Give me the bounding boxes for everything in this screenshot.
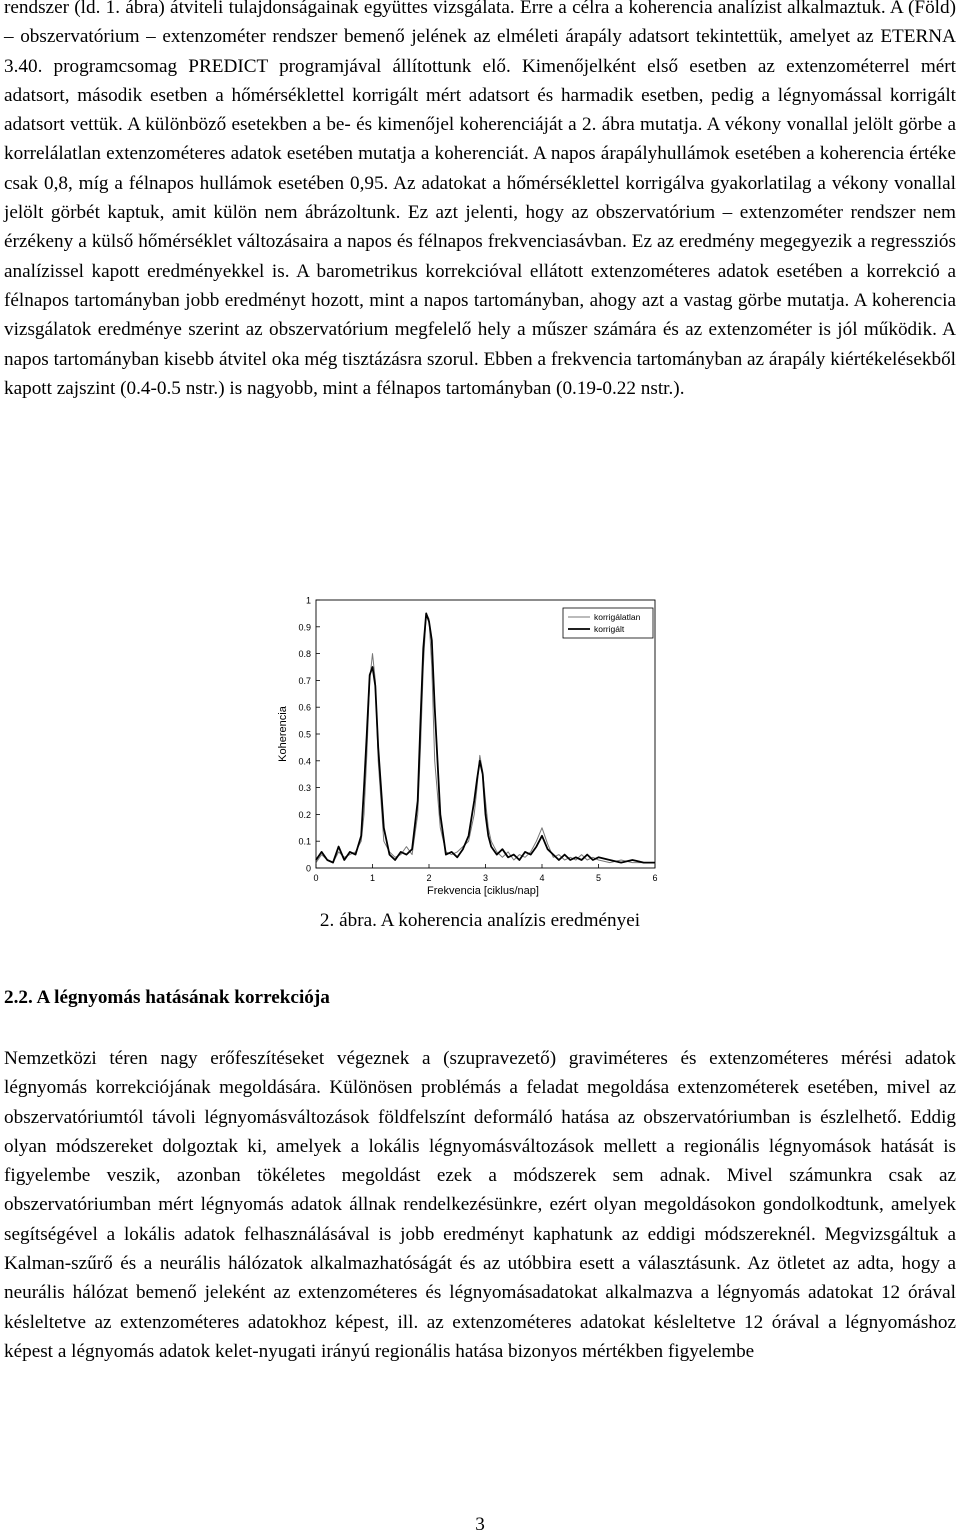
y-tick-label: 0.1 — [298, 836, 311, 847]
body-paragraph: rendszer (ld. 1. ábra) átviteli tulajdonságainak együttes vizsgálata. Erre a célra a koherencia analízist alkalmaztuk. A (Föld) – obszervatórium – extenzométer rendszer bemenő jelének az elméleti árapály adatsort tekintettük, amelyet az ETERNA 3.40. programcsomag PREDICT programjával állítottunk elő. Kimenőjelként első esetben az extenzométerrel mért adatsort, második esetben a hőmérséklettel korrigált mért adatsort és harmadik esetben, pedig a légnyomással korrigált adatsort vettük. A különböző esetekben a be- és kimenőjel koherenciáját a 2. ábra mutatja. A vékony vonallal jelölt görbe a korrelálatlan extenzométeres adatok esetében mutatja a koherenciát. A napos árapályhullámok esetében a koherencia értéke csak 0,8, míg a félnapos hullámok esetében 0,95. Az adatokat a hőmérséklettel korrigálva gyakorlatilag a vékony vonallal jelölt görbét kaptuk, amit külön nem ábrázoltunk. Ez azt jelenti, hogy az obszervatórium – extenzométer rendszer nem érzékeny a külső hőmérséklet változásaira a napos és félnapos frekvenciasávban. Ez az eredmény megegyezik a regressziós analízissel kapott eredményekkel is. A barometrikus korrekcióval ellátott extenzométeres adatok esetében a korrekció a félnapos tartományban jobb eredményt hozott, mint a napos tartományban, ahogy azt a vastag görbe mutatja. A koherencia vizsgálatok eredménye szerint az obszervatórium megfelelő hely a műszer számára és az extenzométer is jól működik. A napos tartományban kisebb átvitel oka még tisztázásra szorul. Ebben a frekvencia tartományban az árapály kiértékelésekből kapott zajszint (0.4-0.5 nstr.) is nagyobb, mint a félnapos tartományban (0.19-0.22 nstr.). — [4, 0, 956, 399]
page-number: 3 — [475, 1514, 485, 1535]
y-tick-label: 0.8 — [298, 649, 311, 660]
x-axis-label: Frekvencia [ciklus/nap] — [427, 885, 539, 897]
legend-label-korrigalt: korrigált — [594, 624, 625, 634]
y-tick-label: 0 — [305, 863, 311, 874]
x-tick-label: 5 — [595, 873, 602, 883]
x-tick-label: 0 — [313, 873, 319, 883]
y-tick-label: 0.6 — [298, 702, 311, 713]
x-tick-label: 4 — [539, 873, 545, 883]
y-tick-label: 1 — [305, 595, 311, 606]
x-tick-label: 6 — [652, 873, 658, 883]
series-line-korrigalt — [316, 613, 655, 862]
y-tick-label: 0.4 — [298, 756, 311, 767]
body-paragraph: Nemzetközi téren nagy erőfeszítéseket végeznek a (szupravezető) graviméteres és extenzométeres mérési adatok légnyomás korrekciójának megoldására. Különösen problémás a feladat megoldása extenzométerek esetében, mivel az obszervatóriumtól távoli légnyomásváltozások földfelszínt deformáló hatása az obszervatóriumban is észlelhető. Eddig olyan módszereket dolgoztak ki, amelyek a lokális légnyomásváltozások mellett a regionális légnyomások hatását is figyelembe veszik, azonban tökéletes megoldást ezek a módszerek sem adnak. Mivel számunkra csak az obszervatóriumban mért légnyomás adatok állnak rendelkezésünkre, ezért olyan megoldásokon gondolkodtunk, amelyek segítségével a lokális adatok felhasználásával is jobb eredményt kaphatunk az eddigi módszereknél. Megvizsgáltuk a Kalman-szűrő és a neurális hálózatok alkalmazhatóságát és az utóbbira esett a választásunk. Az ötletet az adta, hogy a neurális hálózat bemenő jeleként az extenzométeres és légnyomásadatokat alkalmazva a légnyomás adatokat 12 órával késleltetve az extenzométeres adatokhoz képest, ill. az extenzométeres adatokat késleltetve 12 órával a légnyomáshoz képest a légnyomás adatok kelet-nyugati irányú regionális hatása bizonyos mértékben figyelembe — [4, 1048, 956, 1362]
figure-caption: 2. ábra. A koherencia analízis eredményei — [319, 910, 641, 931]
y-tick-label: 0.3 — [298, 783, 311, 794]
chart-legend — [563, 608, 653, 638]
x-tick-label: 3 — [482, 873, 489, 883]
y-tick-label: 0.9 — [298, 622, 311, 633]
x-tick-label: 1 — [369, 873, 376, 883]
section-heading: 2.2. A légnyomás hatásának korrekciója — [4, 987, 330, 1008]
coherence-chart — [272, 590, 662, 900]
y-tick-label: 0.5 — [298, 729, 311, 740]
y-tick-label: 0.7 — [298, 675, 311, 686]
y-axis-label: Koherencia — [277, 706, 289, 762]
x-tick-label: 2 — [426, 873, 432, 883]
y-tick-label: 0.2 — [298, 809, 311, 820]
legend-label-korrigalatlan: korrigálatlan — [594, 612, 641, 622]
